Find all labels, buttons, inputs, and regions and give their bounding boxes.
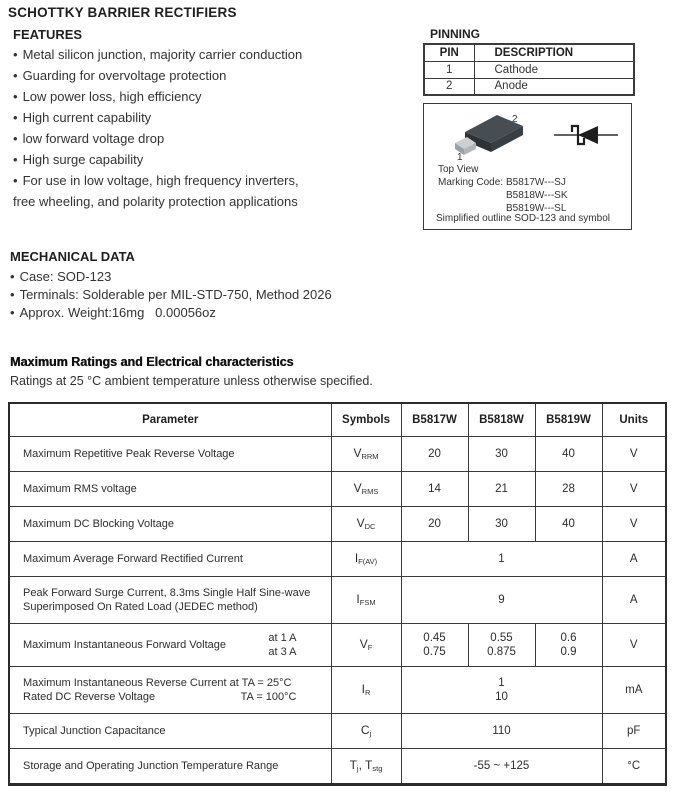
merged-value-cell: 9 — [401, 576, 602, 623]
unit-cell: A — [602, 541, 666, 576]
value-cell: 21 — [468, 471, 535, 506]
value-cell: 30 — [468, 506, 535, 541]
value-cell: 0.55 0.875 — [468, 623, 535, 666]
merged-value-cell: 110 — [401, 713, 602, 748]
value-cell: 0.45 0.75 — [401, 623, 468, 666]
feature-item — [13, 44, 418, 65]
header-b5819w: B5819W — [535, 403, 602, 436]
unit-cell: V — [602, 436, 666, 471]
bullet-icon: • — [13, 89, 18, 104]
bullet-icon: • — [13, 131, 18, 146]
mechanical-data-heading: MECHANICAL DATA — [10, 249, 135, 264]
symbol-cell: $T_j$, $T_{stg}$ — [331, 748, 401, 784]
table-row — [9, 541, 666, 576]
header-symbols: Symbols — [331, 403, 401, 436]
pin-column-header: PIN — [424, 44, 474, 61]
mechanical-item — [10, 286, 430, 304]
param-cell: Maximum DC Blocking Voltage — [9, 506, 331, 541]
pinning-table — [423, 43, 635, 96]
mechanical-text: Approx. Weight:16mg 0.00056oz — [19, 305, 216, 320]
value-cell: 0.6 0.9 — [535, 623, 602, 666]
value-cell: 20 — [401, 436, 468, 471]
bullet-icon: • — [13, 47, 18, 62]
table-row — [9, 506, 666, 541]
bullet-icon: • — [10, 269, 15, 284]
header-units: Units — [602, 403, 666, 436]
page-title: SCHOTTKY BARRIER RECTIFIERS — [8, 5, 237, 20]
param-cell: Maximum Instantaneous Forward Voltage at 1 A at 3 A — [9, 623, 331, 666]
features-section — [13, 27, 418, 212]
marking-code: B5819W---SL — [506, 203, 567, 214]
table-row — [9, 666, 666, 713]
param-cell: Peak Forward Surge Current, 8.3ms Single Half Sine-wave Superimposed On Rated Load (JEDEC method) — [9, 576, 331, 623]
unit-cell: V — [602, 623, 666, 666]
feature-text: Metal silicon junction, majority carrier conduction — [22, 47, 303, 62]
feature-text: low forward voltage drop — [22, 131, 165, 146]
mechanical-text: Terminals: Solderable per MIL-STD-750, Method 2026 — [19, 287, 332, 302]
table-row — [9, 471, 666, 506]
marking-code: B5817W---SJ — [506, 177, 566, 188]
ratings-table — [8, 402, 667, 786]
table-row — [9, 748, 666, 784]
feature-text: For use in low voltage, high frequency inverters, — [22, 173, 299, 188]
description-column-header: DESCRIPTION — [474, 44, 634, 61]
feature-text: Low power loss, high efficiency — [22, 89, 202, 104]
unit-cell: °C — [602, 748, 666, 784]
unit-cell: A — [602, 576, 666, 623]
bullet-icon: • — [13, 68, 18, 83]
value-cell: 40 — [535, 436, 602, 471]
outline-caption: Simplified outline SOD-123 and symbol — [436, 213, 610, 224]
pin2-label: 2 — [512, 114, 518, 125]
table-row — [9, 436, 666, 471]
merged-value-cell: -55 ~ +125 — [401, 748, 602, 784]
feature-text: High current capability — [22, 110, 152, 125]
header-b5817w: B5817W — [401, 403, 468, 436]
pin-description: Cathode — [474, 61, 634, 78]
pinning-row — [424, 78, 634, 95]
feature-item — [13, 149, 418, 170]
header-parameter: Parameter — [9, 403, 331, 436]
table-header-row — [9, 403, 666, 436]
param-cell: Maximum RMS voltage — [9, 471, 331, 506]
pin-number: 1 — [424, 61, 474, 78]
symbol-cell: $V_{DC}$ — [331, 506, 401, 541]
table-row — [9, 576, 666, 623]
pin-number: 2 — [424, 78, 474, 95]
bullet-icon: • — [13, 110, 18, 125]
mechanical-text: Case: SOD-123 — [19, 269, 112, 284]
pin1-label: 1 — [457, 152, 463, 163]
pinning-section — [423, 27, 635, 96]
mechanical-item — [10, 304, 430, 322]
value-cell: 20 — [401, 506, 468, 541]
unit-cell: V — [602, 471, 666, 506]
unit-cell: V — [602, 506, 666, 541]
param-cell: Typical Junction Capacitance — [9, 713, 331, 748]
marking-code-row — [438, 177, 566, 189]
param-cell: Storage and Operating Junction Temperature Range — [9, 748, 331, 784]
feature-item — [13, 170, 418, 191]
mechanical-data-section — [10, 249, 430, 322]
marking-code-label: Marking Code: — [438, 177, 504, 188]
feature-text: High surge capability — [22, 152, 144, 167]
feature-item — [13, 128, 418, 149]
bullet-icon: • — [13, 152, 18, 167]
feature-text: Guarding for overvoltage protection — [22, 68, 227, 83]
pin-description: Anode — [474, 78, 634, 95]
symbol-cell: $I_{F(AV)}$ — [331, 541, 401, 576]
symbol-cell: $I_{FSM}$ — [331, 576, 401, 623]
value-cell: 14 — [401, 471, 468, 506]
symbol-cell: $C_j$ — [331, 713, 401, 748]
symbol-cell: $V_F$ — [331, 623, 401, 666]
top-view-label: Top View — [438, 164, 479, 175]
package-outline-box — [423, 103, 632, 230]
schottky-diode-symbol-icon — [554, 122, 618, 148]
symbol-cell: $V_{RMS}$ — [331, 471, 401, 506]
feature-item — [13, 107, 418, 128]
marking-code: B5818W---SK — [506, 190, 568, 201]
table-row — [9, 713, 666, 748]
feature-item — [13, 86, 418, 107]
param-cell: Maximum Instantaneous Reverse Current at TA = 25°C Rated DC Reverse Voltage TA = 100°C — [9, 666, 331, 713]
ratings-heading: Maximum Ratings and Electrical characteristics — [10, 355, 294, 369]
mechanical-item — [10, 268, 430, 286]
symbol-cell: $I_R$ — [331, 666, 401, 713]
value-cell: 30 — [468, 436, 535, 471]
value-cell: 40 — [535, 506, 602, 541]
features-heading: FEATURES — [13, 27, 83, 42]
param-cell: Maximum Repetitive Peak Reverse Voltage — [9, 436, 331, 471]
value-cell: 28 — [535, 471, 602, 506]
merged-value-cell: 1 — [401, 541, 602, 576]
pinning-row — [424, 61, 634, 78]
feature-item — [13, 65, 418, 86]
merged-value-cell: 1 10 — [401, 666, 602, 713]
ratings-note: Ratings at 25 °C ambient temperature unless otherwise specified. — [10, 374, 373, 388]
feature-continuation: free wheeling, and polarity protection applications — [13, 194, 298, 209]
pinning-header-row — [424, 44, 634, 61]
unit-cell: mA — [602, 666, 666, 713]
pinning-heading: PINNING — [430, 27, 481, 41]
param-cell: Maximum Average Forward Rectified Current — [9, 541, 331, 576]
sod123-package-icon — [449, 108, 549, 164]
symbol-cell: $V_{RRM}$ — [331, 436, 401, 471]
bullet-icon: • — [13, 173, 18, 188]
bullet-icon: • — [10, 305, 15, 320]
table-row — [9, 623, 666, 666]
bullet-icon: • — [10, 287, 15, 302]
header-b5818w: B5818W — [468, 403, 535, 436]
unit-cell: pF — [602, 713, 666, 748]
